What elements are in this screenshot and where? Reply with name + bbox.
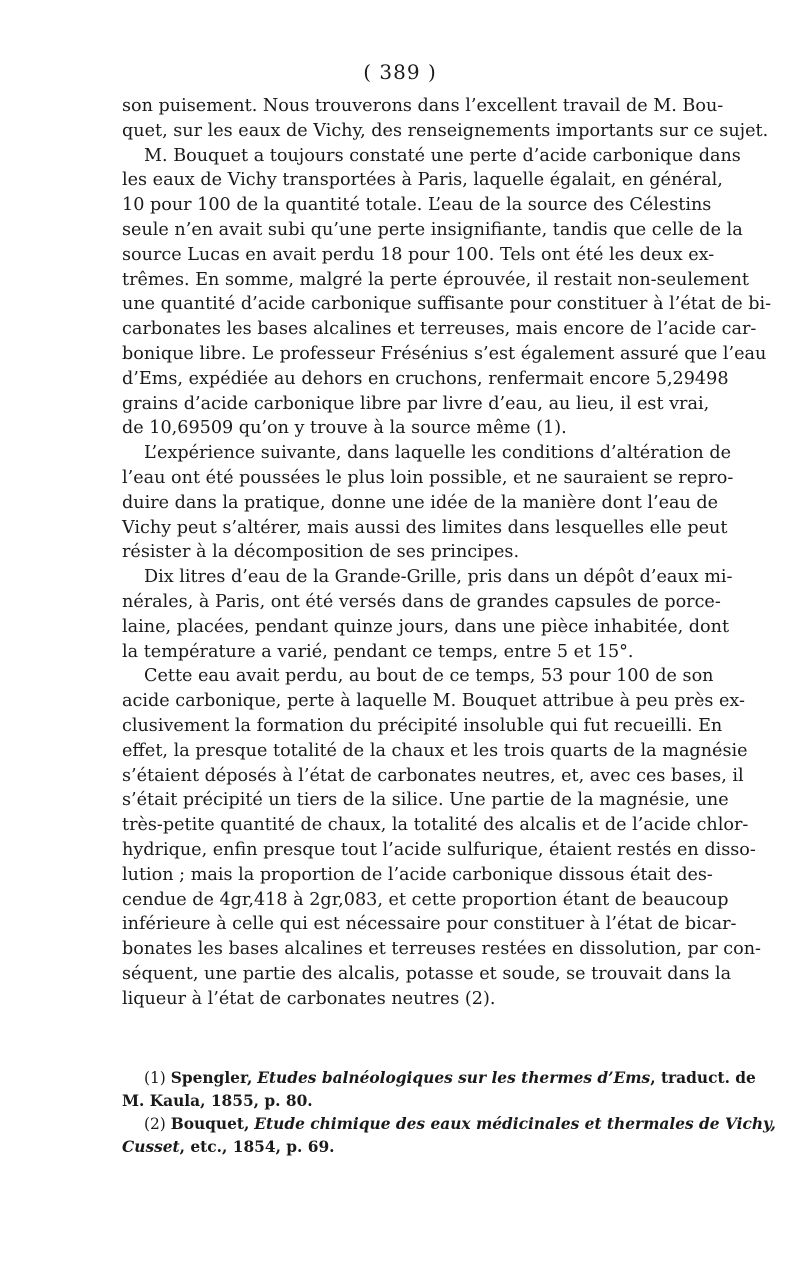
text-line: séquent, une partie des alcalis, potasse et soude, se trouvait dans la	[122, 963, 732, 984]
text-line: acide carbonique, perte à laquelle M. Bouquet attribue à peu près ex-	[122, 691, 745, 712]
footnote-title: Etudes balnéologiques sur les thermes d’Ems	[257, 1069, 651, 1087]
text-line: bonates les bases alcalines et terreuses restées en dissolution, par con-	[122, 939, 761, 960]
text-line: les eaux de Vichy transportées à Paris, laquelle égalait, en général,	[122, 170, 723, 191]
text-line: la température a varié, pendant ce temps, entre 5 et 15°.	[122, 641, 634, 662]
text-line: effet, la presque totalité de la chaux et les trois quarts de la magnésie	[122, 740, 748, 761]
text-line: trêmes. En somme, malgré la perte éprouvée, il restait non-seulement	[122, 269, 749, 290]
page-number: ( 389 )	[363, 60, 437, 84]
text-line: seule n’en avait subi qu’une perte insignifiante, tandis que celle de la	[122, 219, 743, 240]
text-line: son puisement. Nous trouverons dans l’excellent travail de M. Bou-	[122, 96, 724, 116]
text-line: grains d’acide carbonique libre par livre d’eau, au lieu, il est vrai,	[122, 393, 710, 414]
text-line: l’eau ont été poussées le plus loin possible, et ne sauraient se repro-	[122, 467, 734, 488]
footnotes	[122, 1067, 776, 1159]
text-line: clusivement la formation du précipité insoluble qui fut recueilli. En	[122, 715, 723, 736]
text-line: s’était précipité un tiers de la silice. Une partie de la magnésie, une	[122, 790, 729, 811]
footnote-author: Spengler,	[170, 1069, 253, 1087]
text-line: L’expérience suivante, dans laquelle les conditions d’altération de	[144, 443, 732, 464]
text-line: Dix litres d’eau de la Grande-Grille, pris dans un dépôt d’eaux mi-	[144, 567, 733, 588]
body-text	[122, 94, 772, 1011]
text-line: inférieure à celle qui est nécessaire pour constituer à l’état de bicar-	[122, 914, 737, 935]
text-line: hydrique, enfin presque tout l’acide sulfurique, étaient restés en disso-	[122, 839, 756, 860]
footnote-title-continued: Cusset	[122, 1138, 180, 1156]
text-line: résister à la décomposition de ses principes.	[122, 542, 520, 563]
footnote-1-continued: M. Kaula, 1855, p. 80.	[122, 1092, 313, 1110]
footnote-detail: , traduct. de	[650, 1069, 756, 1087]
footnote-2	[122, 1113, 776, 1136]
text-line: s’étaient déposés à l’état de carbonates neutres, et, avec ces bases, il	[122, 765, 744, 786]
text-line: d’Ems, expédiée au dehors en cruchons, renfermait encore 5,29498	[122, 368, 729, 389]
footnote-2-continued	[122, 1136, 686, 1159]
text-line: carbonates les bases alcalines et terreuses, mais encore de l’acide car-	[122, 319, 757, 340]
text-line: laine, placées, pendant quinze jours, dans une pièce inhabitée, dont	[122, 616, 730, 637]
text-line: quet, sur les eaux de Vichy, des renseignements importants sur ce sujet.	[122, 120, 769, 141]
text-line: source Lucas en avait perdu 18 pour 100. Tels ont été les deux ex-	[122, 244, 715, 265]
text-line: cendue de 4gr,418 à 2gr,083, et cette proportion étant de beaucoup	[122, 889, 729, 910]
text-line: nérales, à Paris, ont été versés dans de grandes capsules de porce-	[122, 591, 721, 612]
text-line: lution ; mais la proportion de l’acide carbonique dissous était des-	[122, 864, 713, 885]
text-line: très-petite quantité de chaux, la totalité des alcalis et de l’acide chlor-	[122, 815, 749, 836]
footnote-marker: (1)	[144, 1069, 171, 1087]
text-line: 10 pour 100 de la quantité totale. L’eau de la source des Célestins	[122, 195, 712, 216]
text-line: M. Bouquet a toujours constaté une perte d’acide carbonique dans	[144, 145, 741, 166]
text-line: de 10,69509 qu’on y trouve à la source même (1).	[122, 418, 567, 439]
text-line: bonique libre. Le professeur Frésénius s’est également assuré que l’eau	[122, 343, 767, 364]
text-line: duire dans la pratique, donne une idée de la manière dont l’eau de	[122, 492, 719, 513]
footnote-detail: , etc., 1854, p. 69.	[179, 1138, 335, 1156]
footnote-1	[122, 1067, 756, 1090]
footnote-title: Etude chimique des eaux médicinales et thermales de Vichy,	[254, 1115, 776, 1133]
text-line: Cette eau avait perdu, au bout de ce temps, 53 pour 100 de son	[144, 666, 714, 687]
footnote-marker: (2)	[144, 1115, 171, 1133]
text-line: Vichy peut s’altérer, mais aussi des limites dans lesquelles elle peut	[122, 517, 728, 538]
text-line: liqueur à l’état de carbonates neutres (2).	[122, 988, 496, 1009]
text-line: une quantité d’acide carbonique suffisante pour constituer à l’état de bi-	[122, 294, 772, 315]
footnote-author: Bouquet,	[170, 1115, 250, 1133]
